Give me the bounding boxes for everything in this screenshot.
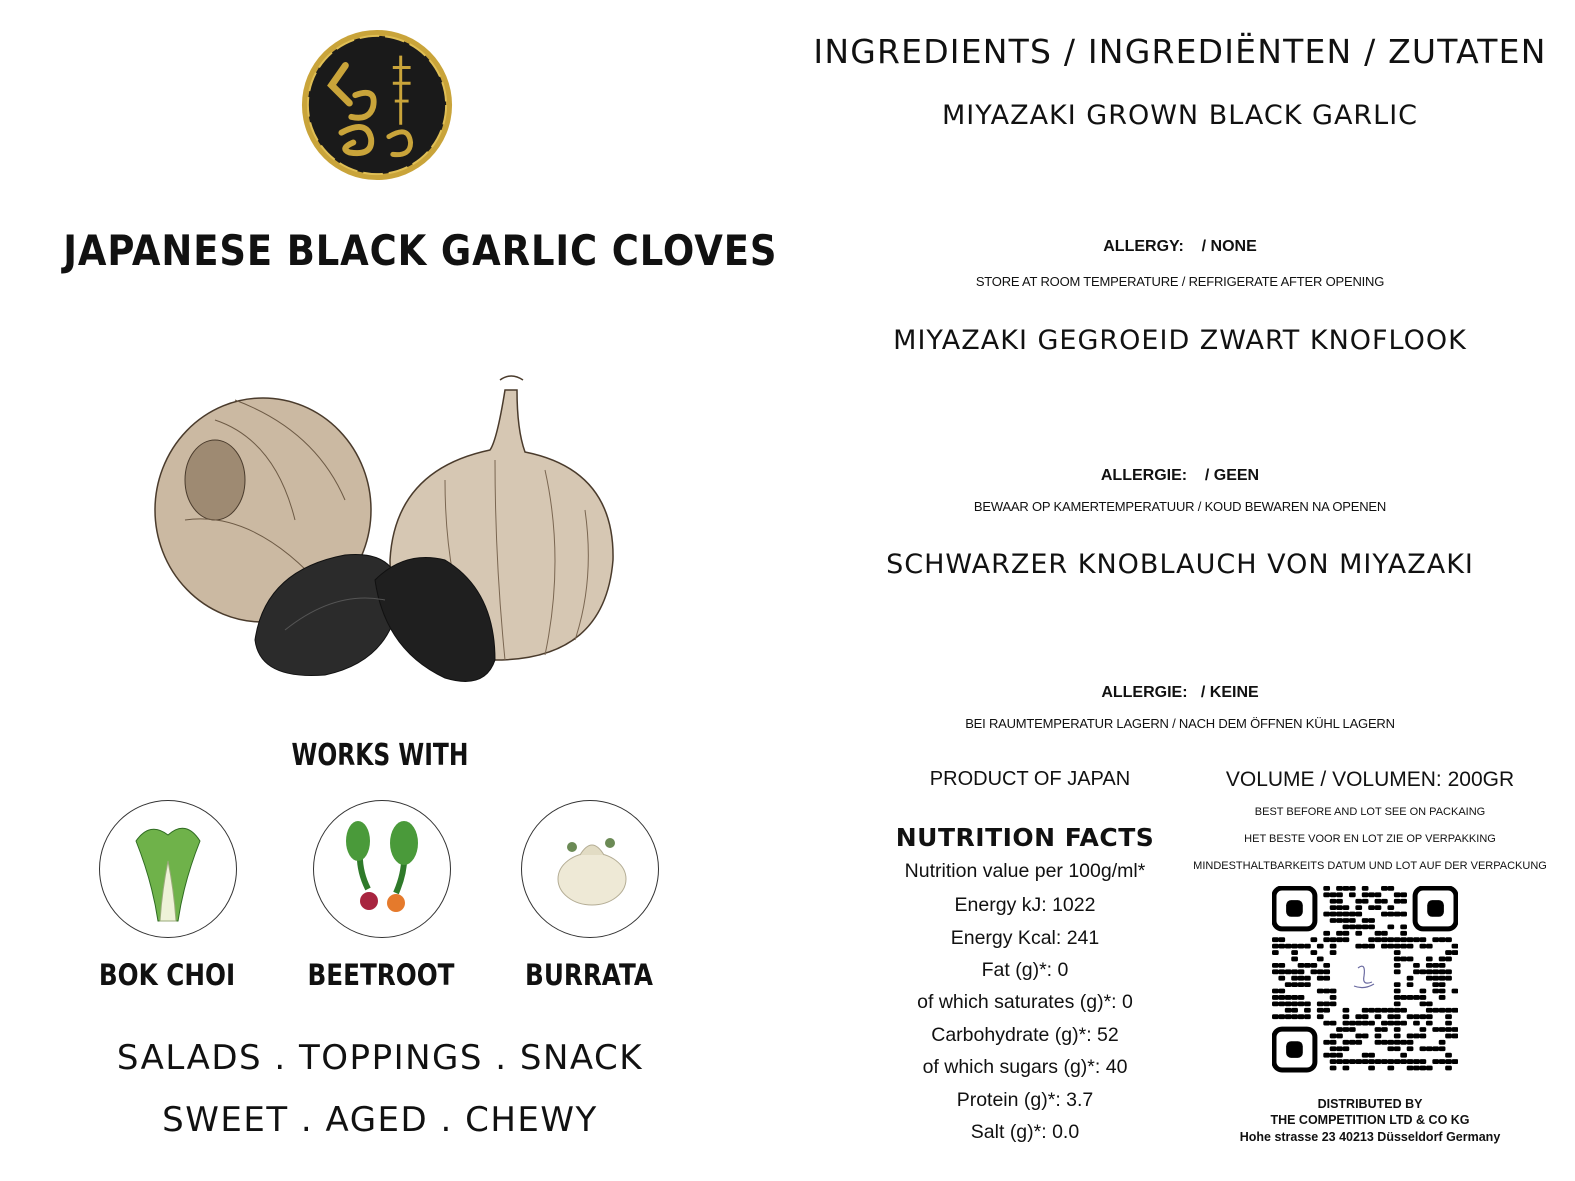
ingredient-name-de: SCHWARZER KNOBLAUCH VON MIYAZAKI (886, 549, 1474, 580)
nutrition-facts-title: NUTRITION FACTS (895, 823, 1155, 852)
storage-de: BEI RAUMTEMPERATUR LAGERN / NACH DEM ÖFFNEN KÜHL LAGERN (965, 716, 1395, 731)
works-with-title: WORKS WITH (291, 738, 469, 773)
qualities-tagline: SWEET . AGED . CHEWY (162, 1100, 598, 1140)
storage-en: STORE AT ROOM TEMPERATURE / REFRIGERATE AFTER OPENING (975, 274, 1385, 289)
best-before-nl: HET BESTE VOOR EN LOT ZIE OP VERPAKKING (1244, 833, 1496, 845)
beetroot-image (313, 800, 451, 938)
allergy-en: ALLERGY: / NONE (1103, 238, 1257, 255)
nutrition-row: Protein (g)*: 3.7 (956, 1089, 1094, 1111)
pairing-label-bok-choi: BOK CHOI (98, 958, 236, 992)
uses-tagline: SALADS . TOPPINGS . SNACK (116, 1038, 644, 1078)
ingredient-name-nl: MIYAZAKI GEGROEID ZWART KNOFLOOK (893, 325, 1467, 356)
nutrition-row: of which saturates (g)*: 0 (917, 991, 1133, 1013)
nutrition-row: Energy Kcal: 241 (950, 927, 1100, 949)
nutrition-basis: Nutrition value per 100g/ml* (904, 860, 1146, 882)
pairing-label-beetroot: BEETROOT (307, 958, 455, 992)
allergy-de: ALLERGIE: / KEINE (1101, 684, 1259, 701)
best-before-de: MINDESTHALTBARKEITS DATUM UND LOT AUF DER VERPACKUNG (1193, 860, 1547, 872)
distributor-company: THE COMPETITION LTD & CO KG (1270, 1113, 1470, 1127)
brand-logo (298, 26, 456, 184)
ingredient-name-en: MIYAZAKI GROWN BLACK GARLIC (941, 100, 1419, 131)
distributor-address: Hohe strasse 23 40213 Düsseldorf Germany (1239, 1130, 1501, 1144)
ingredients-heading: INGREDIENTS / INGREDIËNTEN / ZUTATEN (813, 32, 1547, 71)
nutrition-row: Fat (g)*: 0 (981, 959, 1069, 981)
garlic-illustration (145, 360, 625, 690)
nutrition-row: of which sugars (g)*: 40 (922, 1056, 1128, 1078)
volume: VOLUME / VOLUMEN: 200GR (1225, 768, 1515, 791)
best-before-en: BEST BEFORE AND LOT SEE ON PACKAING (1254, 806, 1486, 818)
nutrition-row: Salt (g)*: 0.0 (970, 1121, 1080, 1143)
distributed-by-label: DISTRIBUTED BY (1317, 1097, 1423, 1111)
product-origin: PRODUCT OF JAPAN (929, 768, 1131, 790)
product-title: JAPANESE BLACK GARLIC CLOVES (63, 226, 778, 275)
pairing-label-burrata: BURRATA (525, 958, 653, 992)
storage-nl: BEWAAR OP KAMERTEMPERATUUR / KOUD BEWAREN NA OPENEN (973, 499, 1387, 514)
qr-code[interactable] (1272, 886, 1458, 1076)
allergy-nl: ALLERGIE: / GEEN (1100, 467, 1260, 484)
burrata-image (521, 800, 659, 938)
bok-choi-image (99, 800, 237, 938)
nutrition-row: Carbohydrate (g)*: 52 (931, 1024, 1119, 1046)
nutrition-row: Energy kJ: 1022 (954, 894, 1096, 916)
